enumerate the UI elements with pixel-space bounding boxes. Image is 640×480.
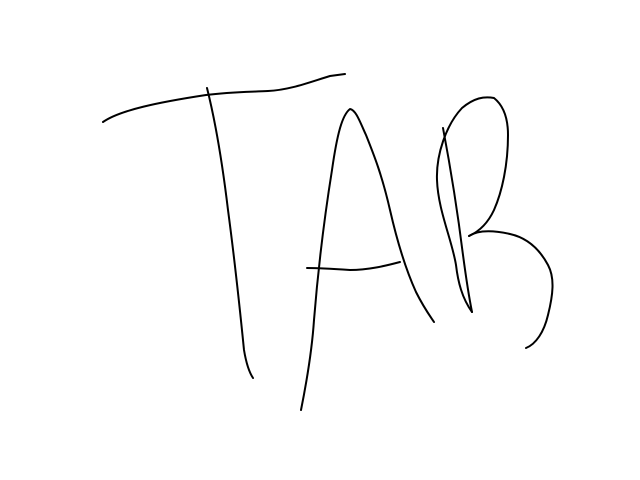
letter-b-upper-loop <box>437 97 508 312</box>
letter-a <box>301 109 434 410</box>
letter-t <box>103 74 345 378</box>
letter-a-crossbar <box>307 262 400 270</box>
letter-t-stem <box>207 88 253 378</box>
letter-b-stem <box>443 128 472 312</box>
letter-t-crossbar <box>103 74 345 122</box>
letter-b <box>437 97 553 348</box>
letter-a-outline <box>301 109 434 410</box>
letter-b-lower-loop <box>469 231 553 348</box>
